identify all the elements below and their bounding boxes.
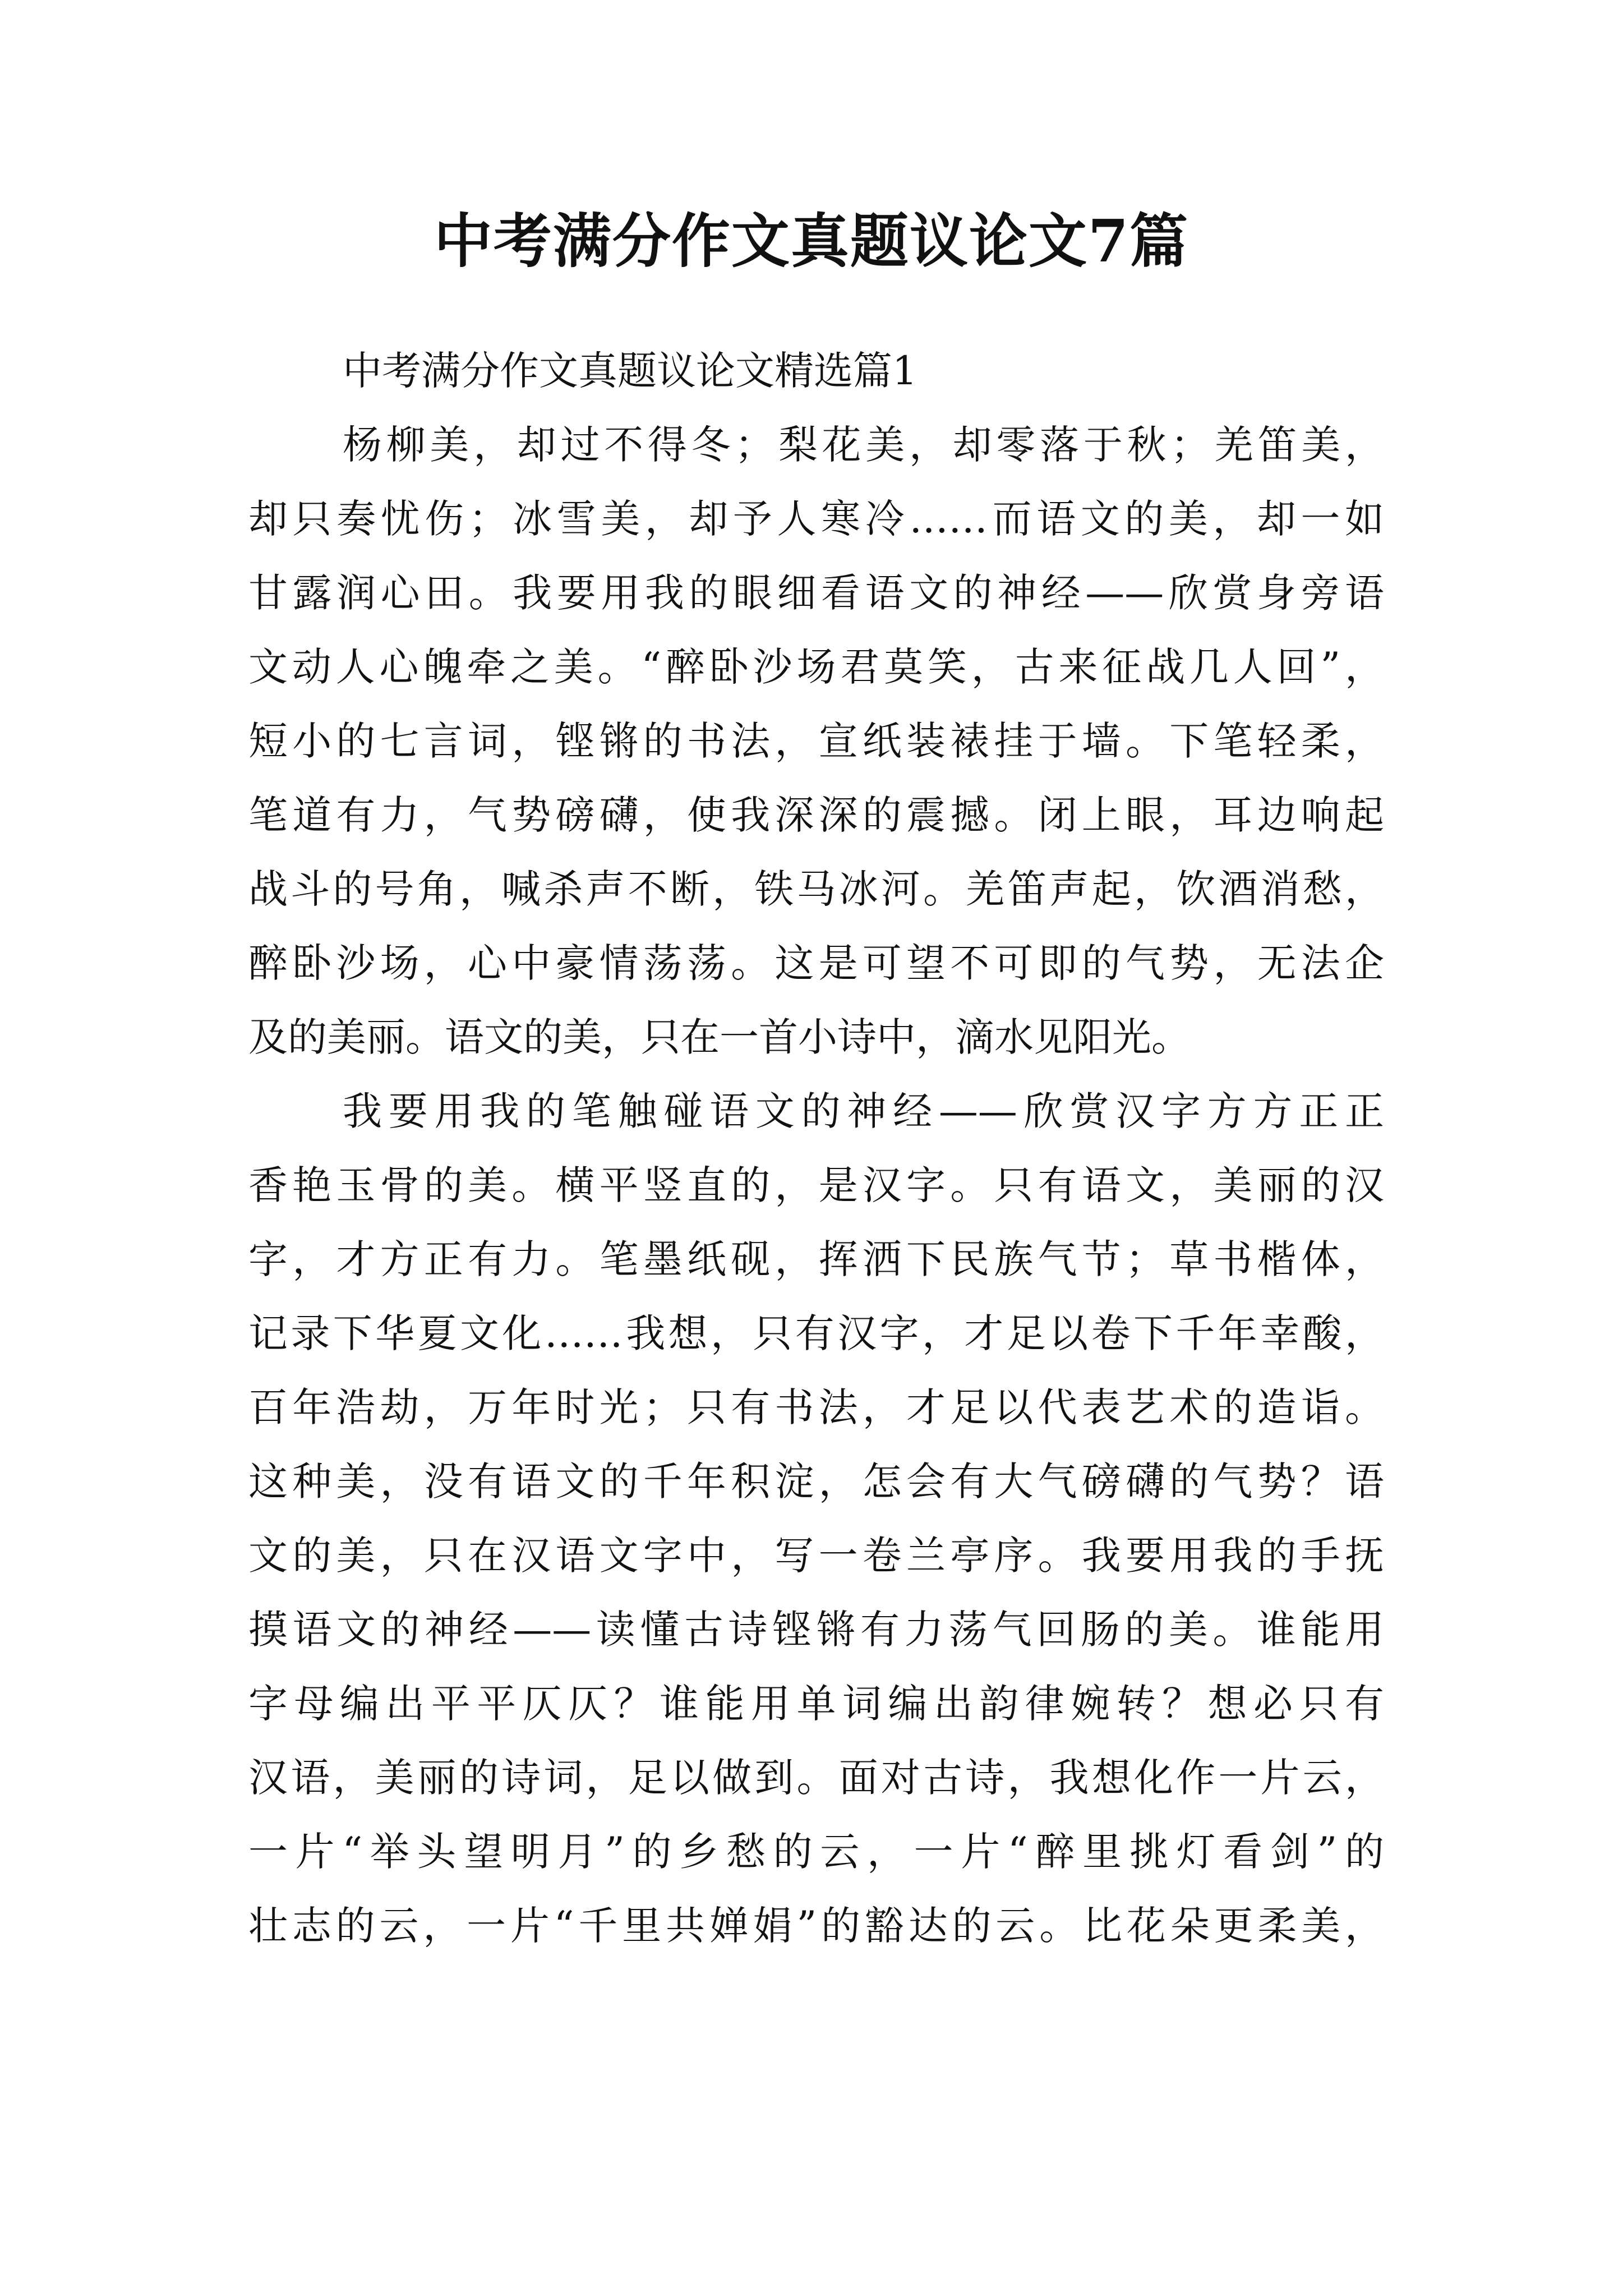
document-title: 中考满分作文真题议论文7篇 <box>434 206 1189 275</box>
paragraph-line: 文的美，只在汉语文字中，写一卷兰亭序。我要用我的手抚 <box>248 1533 1384 1579</box>
paragraph-line: 文动人心魄牵之美。“醉卧沙场君莫笑，古来征战几人回”， <box>248 644 1384 690</box>
paragraph-line: 却只奏忧伤；冰雪美，却予人寒冷……而语文的美，却一如 <box>248 496 1384 542</box>
paragraph-line: 笔道有力，气势磅礴，使我深深的震撼。闭上眼，耳边响起 <box>248 792 1384 838</box>
paragraph-line: 摸语文的神经——读懂古诗铿锵有力荡气回肠的美。谁能用 <box>248 1607 1384 1653</box>
paragraph-line: 甘露润心田。我要用我的眼细看语文的神经——欣赏身旁语 <box>248 570 1384 616</box>
paragraph-line: 及的美丽。语文的美，只在一首小诗中，滴水见阳光。 <box>248 1014 1191 1060</box>
paragraph-line: 记录下华夏文化……我想，只有汉字，才足以卷下千年幸酸， <box>248 1310 1384 1356</box>
paragraph-line: 短小的七言词，铿锵的书法，宣纸装裱挂于墙。下笔轻柔， <box>248 718 1384 764</box>
paragraph-line: 香艳玉骨的美。横平竖直的，是汉字。只有语文，美丽的汉 <box>248 1162 1384 1208</box>
paragraph-1 <box>248 408 1384 1074</box>
section-heading: 中考满分作文真题议论文精选篇1 <box>343 348 917 394</box>
paragraph-line: 杨柳美，却过不得冬；梨花美，却零落于秋；羌笛美， <box>343 422 1384 468</box>
paragraph-line: 我要用我的笔触碰语文的神经——欣赏汉字方方正正 <box>343 1088 1384 1134</box>
paragraph-line: 字母编出平平仄仄？谁能用单词编出韵律婉转？想必只有 <box>248 1681 1384 1727</box>
paragraph-line: 汉语，美丽的诗词，足以做到。面对古诗，我想化作一片云， <box>248 1755 1384 1801</box>
paragraph-line: 战斗的号角，喊杀声不断，铁马冰河。羌笛声起，饮酒消愁， <box>248 866 1384 912</box>
paragraph-line: 这种美，没有语文的千年积淀，怎会有大气磅礴的气势？语 <box>248 1458 1384 1504</box>
paragraph-line: 字，才方正有力。笔墨纸砚，挥洒下民族气节；草书楷体， <box>248 1236 1384 1282</box>
document-body <box>248 334 1384 1963</box>
paragraph-line: 醉卧沙场，心中豪情荡荡。这是可望不可即的气势，无法企 <box>248 940 1384 986</box>
paragraph-line: 一片“举头望明月”的乡愁的云，一片“醉里挑灯看剑”的 <box>248 1829 1384 1875</box>
paragraph-2 <box>248 1074 1384 1963</box>
paragraph-line: 百年浩劫，万年时光；只有书法，才足以代表艺术的造诣。 <box>248 1384 1384 1430</box>
paragraph-line: 壮志的云，一片“千里共婵娟”的豁达的云。比花朵更柔美， <box>248 1903 1384 1949</box>
